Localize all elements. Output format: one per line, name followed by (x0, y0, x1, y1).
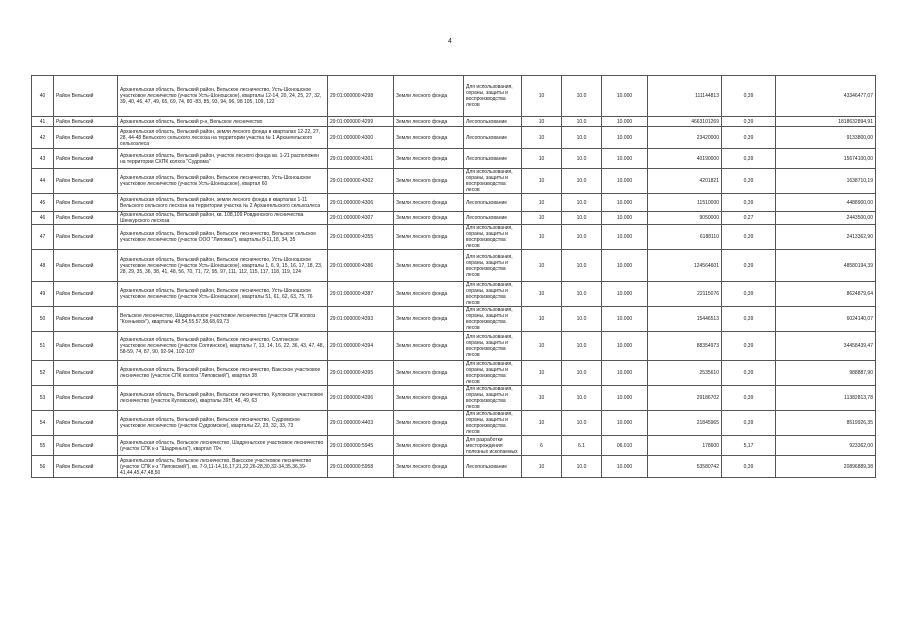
location-cell: Архангельская область, Вельский район, земли лесного фонда в кварталах 12-22, 27, 28, 44-48 Вельского сельского лесхоза на территории участка № 1 Архангельского сельхозлеса (118, 127, 328, 149)
rate-cell: 0,39 (722, 194, 776, 212)
district-cell: Район Вельский (54, 76, 118, 117)
land-category-cell: Земли лесного фонда (394, 169, 464, 194)
subcode-cell: 10.0 (562, 411, 602, 436)
district-cell: Район Вельский (54, 194, 118, 212)
subcode-cell: 10.0 (562, 456, 602, 478)
code-cell: 10 (522, 361, 562, 386)
rate-cell: 0,39 (722, 386, 776, 411)
district-cell: Район Вельский (54, 411, 118, 436)
subcode-cell: 10.0 (562, 117, 602, 127)
cadastral-number-cell: 29:01:000000:4394 (328, 332, 394, 361)
classifier-cell: 06.010 (602, 436, 648, 456)
location-cell: Архангельская область, Вельский район, Вельское лесничество, Куловское участковое лесничество (участок Куловское), кварталы 39Н, 48, 49, 63 (118, 386, 328, 411)
rate-cell: 0,39 (722, 127, 776, 149)
row-number-cell: 41 (32, 117, 54, 127)
location-cell: Архангельская область, Вельский район, Вельское лесничество, Усть-Шоношское участковое лесничество (участок Усть-Шоношское), кварталы 51, 61, 62, 63, 75, 76 (118, 282, 328, 307)
district-cell: Район Вельский (54, 436, 118, 456)
location-cell: Архангельская область, Вельский район, Вельское лесничество, Усть-Шоношское участковое лесничество (участок Усть-Шоношское), кварталы 12-14, 20, 24, 25, 27, 32, 39, 40, 46, 47, 49, 65, 69, 74, 80 -83, 85, 93, 94, 96, 98 105, 109, 122 (118, 76, 328, 117)
subcode-cell: 10.0 (562, 127, 602, 149)
district-cell: Район Вельский (54, 282, 118, 307)
subcode-cell: 10.0 (562, 386, 602, 411)
land-category-cell: Земли лесного фонда (394, 225, 464, 250)
table-row (32, 332, 876, 361)
district-cell: Район Вельский (54, 169, 118, 194)
subcode-cell: 10.0 (562, 282, 602, 307)
classifier-cell: 10.000 (602, 361, 648, 386)
table-row (32, 456, 876, 478)
tax-amount-cell: 988887,90 (776, 361, 876, 386)
table-row (32, 361, 876, 386)
location-cell: Вельское лесничество, Шадреньгское участковое лесничество (участок СПК колхоз "Ксеньевск"), кварталы 48,54,55,57,58,68,69,73 (118, 307, 328, 332)
row-number-cell: 40 (32, 76, 54, 117)
tax-amount-cell: 923362,00 (776, 436, 876, 456)
land-category-cell: Земли лесного фонда (394, 307, 464, 332)
classifier-cell: 10.000 (602, 386, 648, 411)
subcode-cell: 10.0 (562, 250, 602, 282)
code-cell: 10 (522, 212, 562, 225)
land-category-cell: Земли лесного фонда (394, 194, 464, 212)
land-category-cell: Земли лесного фонда (394, 411, 464, 436)
area-value-cell: 124564601 (648, 250, 722, 282)
permitted-use-cell: Для использования, охраны, защиты и воспроизводства лесов (464, 386, 522, 411)
permitted-use-cell: Для использования, охраны, защиты и воспроизводства лесов (464, 282, 522, 307)
permitted-use-cell: Лесопользование (464, 149, 522, 169)
code-cell: 10 (522, 307, 562, 332)
classifier-cell: 10.000 (602, 117, 648, 127)
subcode-cell: 10.0 (562, 212, 602, 225)
location-cell: Архангельская область, Вельский район, Вельское лесничество, Усть-Шоношское участковое лесничество (участок Усть-Шоношское), квартал 60 (118, 169, 328, 194)
cadastral-number-cell: 29:01:000000:4403 (328, 411, 394, 436)
land-category-cell: Земли лесного фонда (394, 456, 464, 478)
table-row (32, 386, 876, 411)
rate-cell: 5,17 (722, 436, 776, 456)
cadastral-number-cell: 29:01:000000:4302 (328, 169, 394, 194)
cadastral-number-cell: 29:01:000000:4299 (328, 117, 394, 127)
classifier-cell: 10.000 (602, 456, 648, 478)
land-category-cell: Земли лесного фонда (394, 282, 464, 307)
area-value-cell: 40190000 (648, 149, 722, 169)
subcode-cell: 10.0 (562, 225, 602, 250)
classifier-cell: 10.000 (602, 169, 648, 194)
row-number-cell: 50 (32, 307, 54, 332)
row-number-cell: 48 (32, 250, 54, 282)
table-row (32, 169, 876, 194)
classifier-cell: 10.000 (602, 225, 648, 250)
area-value-cell: 15446513 (648, 307, 722, 332)
code-cell: 10 (522, 250, 562, 282)
land-category-cell: Земли лесного фонда (394, 361, 464, 386)
row-number-cell: 49 (32, 282, 54, 307)
district-cell: Район Вельский (54, 361, 118, 386)
code-cell: 10 (522, 194, 562, 212)
rate-cell: 0,39 (722, 117, 776, 127)
table-row (32, 436, 876, 456)
rate-cell: 0,39 (722, 456, 776, 478)
tax-amount-cell: 1818632894,91 (776, 117, 876, 127)
area-value-cell: 21845965 (648, 411, 722, 436)
tax-amount-cell: 20896889,38 (776, 456, 876, 478)
district-cell: Район Вельский (54, 250, 118, 282)
land-category-cell: Земли лесного фонда (394, 332, 464, 361)
land-category-cell: Земли лесного фонда (394, 76, 464, 117)
row-number-cell: 52 (32, 361, 54, 386)
cadastral-number-cell: 29:01:000000:4300 (328, 127, 394, 149)
district-cell: Район Вельский (54, 212, 118, 225)
location-cell: Архангельская область, Вельское лесничество, Шадреньгское участковое лесничество (участок СПК к-з "Шадреньга"), квартал 70ч (118, 436, 328, 456)
tax-amount-cell: 2443500,00 (776, 212, 876, 225)
permitted-use-cell: Лесопользование (464, 212, 522, 225)
land-category-cell: Земли лесного фонда (394, 436, 464, 456)
rate-cell: 0,39 (722, 332, 776, 361)
cadastral-number-cell: 29:01:000000:4393 (328, 307, 394, 332)
row-number-cell: 45 (32, 194, 54, 212)
area-value-cell: 4201821 (648, 169, 722, 194)
tax-amount-cell: 11382813,78 (776, 386, 876, 411)
rate-cell: 0,39 (722, 361, 776, 386)
district-cell: Район Вельский (54, 386, 118, 411)
tax-amount-cell: 34458439,47 (776, 332, 876, 361)
classifier-cell: 10.000 (602, 76, 648, 117)
area-value-cell: 9050000 (648, 212, 722, 225)
district-cell: Район Вельский (54, 149, 118, 169)
land-category-cell: Земли лесного фонда (394, 250, 464, 282)
district-cell: Район Вельский (54, 127, 118, 149)
row-number-cell: 53 (32, 386, 54, 411)
classifier-cell: 10.000 (602, 194, 648, 212)
permitted-use-cell: Лесопользование (464, 127, 522, 149)
district-cell: Район Вельский (54, 332, 118, 361)
permitted-use-cell: Для использования, охраны, защиты и воспроизводства лесов (464, 332, 522, 361)
cadastral-number-cell: 29:01:000000:4307 (328, 212, 394, 225)
rate-cell: 0,39 (722, 250, 776, 282)
area-value-cell: 4663101269 (648, 117, 722, 127)
cadastral-number-cell: 29:01:000000:4396 (328, 386, 394, 411)
cadastral-number-cell: 29:01:000000:4355 (328, 225, 394, 250)
code-cell: 10 (522, 225, 562, 250)
location-cell: Архангельская область, Вельский район, участок лесного фонда кв. 1-21 расположен на территории СХПК колхоз "Судрома" (118, 149, 328, 169)
row-number-cell: 56 (32, 456, 54, 478)
classifier-cell: 10.000 (602, 332, 648, 361)
area-value-cell: 111144813 (648, 76, 722, 117)
code-cell: 10 (522, 149, 562, 169)
subcode-cell: 10.0 (562, 361, 602, 386)
location-cell: Архангельская область, Вельский район, кв. 108,109 Ровдинского лесничества Шенкурского лесхоза (118, 212, 328, 225)
area-value-cell: 53580742 (648, 456, 722, 478)
table-row (32, 149, 876, 169)
land-category-cell: Земли лесного фонда (394, 386, 464, 411)
area-value-cell: 29186702 (648, 386, 722, 411)
subcode-cell: 6.1 (562, 436, 602, 456)
area-value-cell: 178600 (648, 436, 722, 456)
code-cell: 10 (522, 127, 562, 149)
cadastral-number-cell: 29:01:000000:4386 (328, 250, 394, 282)
table-row (32, 250, 876, 282)
code-cell: 10 (522, 117, 562, 127)
location-cell: Архангельская область, Вельский район, Вельское лесничество, Судромское участковое лесничество (участок Судромское), кварталы 22, 23, 32, 33, 73 (118, 411, 328, 436)
table-row (32, 127, 876, 149)
area-value-cell: 11510000 (648, 194, 722, 212)
location-cell: Архангельская область, Вельский район, земли лесного фонда в кварталах 1-11 Вельского сельского лесхоза на территории участка № 2 Архангельского сельхозлеса (118, 194, 328, 212)
row-number-cell: 46 (32, 212, 54, 225)
area-value-cell: 23420000 (648, 127, 722, 149)
tax-amount-cell: 4488900,00 (776, 194, 876, 212)
table-row (32, 194, 876, 212)
classifier-cell: 10.000 (602, 411, 648, 436)
permitted-use-cell: Для использования, охраны, защиты и воспроизводства лесов (464, 76, 522, 117)
classifier-cell: 10.000 (602, 307, 648, 332)
rate-cell: 0,39 (722, 307, 776, 332)
cadastral-number-cell: 29:01:000000:5958 (328, 456, 394, 478)
subcode-cell: 10.0 (562, 332, 602, 361)
rate-cell: 0,27 (722, 212, 776, 225)
tax-amount-cell: 9133800,00 (776, 127, 876, 149)
cadastral-number-cell: 29:01:000000:5945 (328, 436, 394, 456)
subcode-cell: 10.0 (562, 307, 602, 332)
district-cell: Район Вельский (54, 307, 118, 332)
table-row (32, 212, 876, 225)
classifier-cell: 10.000 (602, 282, 648, 307)
code-cell: 10 (522, 76, 562, 117)
table-row (32, 76, 876, 117)
table-row (32, 411, 876, 436)
rate-cell: 0,39 (722, 225, 776, 250)
tax-amount-cell: 8519926,35 (776, 411, 876, 436)
code-cell: 10 (522, 456, 562, 478)
subcode-cell: 10.0 (562, 169, 602, 194)
cadastral-number-cell: 29:01:000000:4298 (328, 76, 394, 117)
district-cell: Район Вельский (54, 225, 118, 250)
code-cell: 10 (522, 332, 562, 361)
permitted-use-cell: Для использования, охраны, защиты и воспроизводства лесов (464, 307, 522, 332)
cadastral-number-cell: 29:01:000000:4306 (328, 194, 394, 212)
tax-amount-cell: 1638710,19 (776, 169, 876, 194)
table-row (32, 117, 876, 127)
table-row (32, 282, 876, 307)
area-value-cell: 2535610 (648, 361, 722, 386)
tax-amount-cell: 6024140,07 (776, 307, 876, 332)
permitted-use-cell: Для использования, охраны, защиты и воспроизводства лесов (464, 169, 522, 194)
subcode-cell: 10.0 (562, 149, 602, 169)
code-cell: 10 (522, 169, 562, 194)
location-cell: Архангельская область, Вельский район, Вельское лесничество, Вельское сельское участковое лесничество (участок ООО "Липовка"), кварталы 8-11,18, 34, 35 (118, 225, 328, 250)
classifier-cell: 10.000 (602, 127, 648, 149)
location-cell: Архангельская область, Вельский район, Вельское лесничество, Солгинское участковое лесничество (участок Солгинское), кварталы 7, 13, 14, 16, 22, 36, 43, 47, 48, 58-59, 74, 87, 90, 92-94, 102-107 (118, 332, 328, 361)
subcode-cell: 10.0 (562, 194, 602, 212)
permitted-use-cell: Лесопользование (464, 117, 522, 127)
tax-amount-cell: 43346477,07 (776, 76, 876, 117)
table-row (32, 307, 876, 332)
area-value-cell: 88354973 (648, 332, 722, 361)
permitted-use-cell: Лесопользование (464, 194, 522, 212)
cadastral-number-cell: 29:01:000000:4301 (328, 149, 394, 169)
row-number-cell: 54 (32, 411, 54, 436)
area-value-cell: 6188110 (648, 225, 722, 250)
classifier-cell: 10.000 (602, 250, 648, 282)
land-category-cell: Земли лесного фонда (394, 117, 464, 127)
land-category-cell: Земли лесного фонда (394, 212, 464, 225)
permitted-use-cell: Для разработки месторождения полезных ископаемых (464, 436, 522, 456)
area-value-cell: 22115076 (648, 282, 722, 307)
location-cell: Архангельская область, Вельский район, Вельское лесничество, Усть-Шоношское участковое лесничество (участок Усть-Шоношское), кварталы 1, 6, 9, 15, 16, 17, 18, 23, 28, 29, 35, 36, 38, 41, 48, 56, 70, 71, 72, 95, 97, 111, 112, 115, 117, 118, 119, 124 (118, 250, 328, 282)
tax-amount-cell: 8624879,64 (776, 282, 876, 307)
tax-amount-cell: 2413362,90 (776, 225, 876, 250)
row-number-cell: 55 (32, 436, 54, 456)
tax-amount-cell: 48580194,39 (776, 250, 876, 282)
land-category-cell: Земли лесного фонда (394, 127, 464, 149)
cadastral-number-cell: 29:01:000000:4387 (328, 282, 394, 307)
district-cell: Район Вельский (54, 456, 118, 478)
location-cell: Архангельская область, Вельский р-н, Вельское лесничество (118, 117, 328, 127)
location-cell: Архангельская область, Вельское лесничество, Ваксское участковое лесничество (участок СПК к-з "Липовский"), кв. 7-9,11-14,16,17,21,22,26-28,30,32-34,35,36,39-41,44,45,47,48,50 (118, 456, 328, 478)
rate-cell: 0,39 (722, 169, 776, 194)
page-number: 4 (448, 38, 452, 45)
land-category-cell: Земли лесного фонда (394, 149, 464, 169)
code-cell: 6 (522, 436, 562, 456)
row-number-cell: 44 (32, 169, 54, 194)
rate-cell: 0,39 (722, 282, 776, 307)
tax-amount-cell: 15674100,00 (776, 149, 876, 169)
rate-cell: 0,39 (722, 76, 776, 117)
row-number-cell: 42 (32, 127, 54, 149)
permitted-use-cell: Лесопользование (464, 456, 522, 478)
row-number-cell: 43 (32, 149, 54, 169)
land-registry-table (31, 75, 876, 478)
code-cell: 10 (522, 282, 562, 307)
rate-cell: 0,39 (722, 411, 776, 436)
subcode-cell: 10.0 (562, 76, 602, 117)
classifier-cell: 10.000 (602, 149, 648, 169)
location-cell: Архангельская область, Вельский район, Вельское лесничество, Ваксское участковое лесничество (участок СПК колхоз "Липовский"), квартал 38 (118, 361, 328, 386)
permitted-use-cell: Для использования, охраны, защиты и воспроизводства лесов (464, 361, 522, 386)
permitted-use-cell: Для использования, охраны, защиты и воспроизводства лесов (464, 250, 522, 282)
code-cell: 10 (522, 411, 562, 436)
classifier-cell: 10.000 (602, 212, 648, 225)
row-number-cell: 47 (32, 225, 54, 250)
table-body (32, 76, 876, 478)
district-cell: Район Вельский (54, 117, 118, 127)
row-number-cell: 51 (32, 332, 54, 361)
cadastral-number-cell: 29:01:000000:4395 (328, 361, 394, 386)
rate-cell: 0,39 (722, 149, 776, 169)
permitted-use-cell: Для использования, охраны, защиты и воспроизводства лесов (464, 411, 522, 436)
table-row (32, 225, 876, 250)
code-cell: 10 (522, 386, 562, 411)
permitted-use-cell: Для использования, охраны, защиты и воспроизводства лесов (464, 225, 522, 250)
